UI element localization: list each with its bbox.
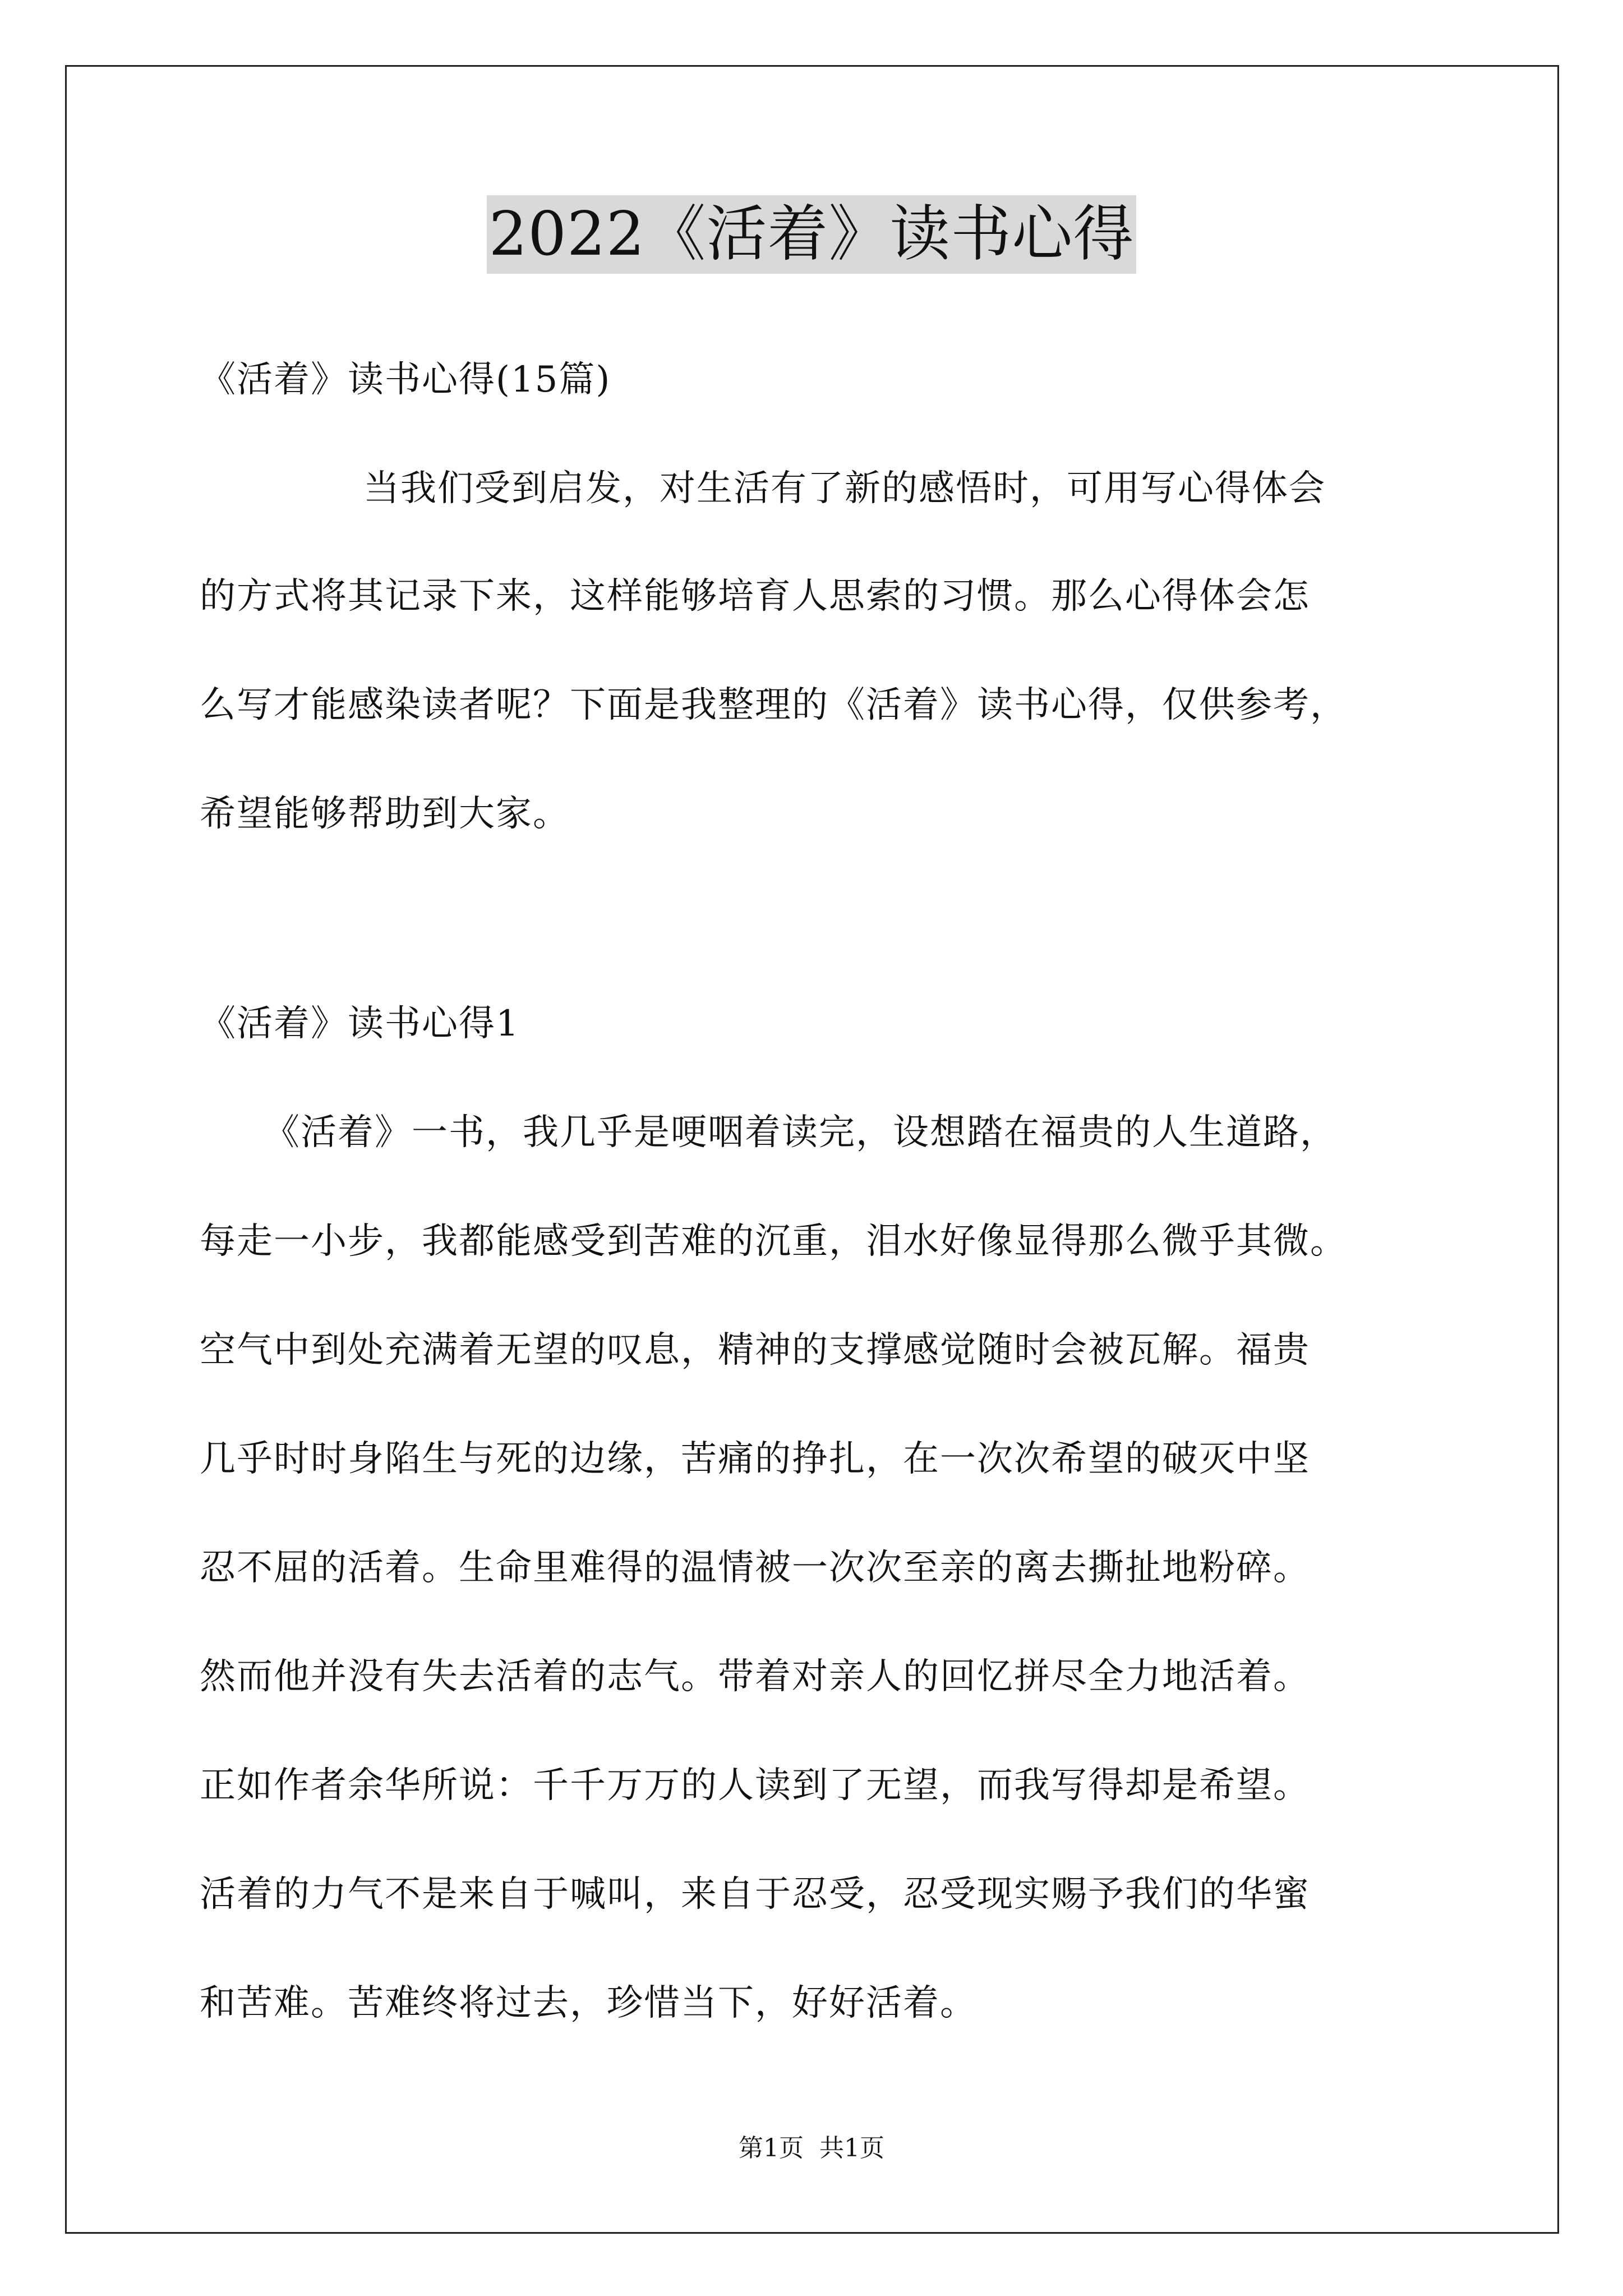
intro-line: 希望能够帮助到大家。 xyxy=(200,793,570,835)
document-title: 2022《活着》读书心得 xyxy=(487,195,1137,274)
section-heading: 《活着》读书心得1 xyxy=(200,1003,520,1045)
total-pages: 共1页 xyxy=(819,2134,884,2162)
body-line: 和苦难。苦难终将过去，珍惜当下，好好活着。 xyxy=(200,1982,977,2024)
title-container xyxy=(0,195,1623,274)
body-line: 正如作者余华所说：千千万万的人读到了无望，而我写得却是希望。 xyxy=(200,1765,1310,1806)
body-line: 《活着》一书，我几乎是哽咽着读完，设想踏在福贵的人生道路， xyxy=(264,1112,1337,1153)
body-line: 几乎时时身陷生与死的边缘，苦痛的挣扎，在一次次希望的破灭中坚 xyxy=(200,1438,1310,1480)
intro-line: 的方式将其记录下来，这样能够培育人思索的习惯。那么心得体会怎 xyxy=(200,576,1310,617)
body-line: 忍不屈的活着。生命里难得的温情被一次次至亲的离去撕扯地粉碎。 xyxy=(200,1547,1310,1589)
page-number: 第1页 xyxy=(739,2134,804,2162)
body-line: 活着的力气不是来自于喊叫，来自于忍受，忍受现实赐予我们的华蜜 xyxy=(200,1874,1310,1915)
body-line: 空气中到处充满着无望的叹息，精神的支撑感觉随时会被瓦解。福贵 xyxy=(200,1329,1310,1371)
body-line: 每走一小步，我都能感受到苦难的沉重，泪水好像显得那么微乎其微。 xyxy=(200,1221,1347,1262)
intro-line: 么写才能感染读者呢？下面是我整理的《活着》读书心得，仅供参考， xyxy=(200,684,1347,726)
document-subtitle: 《活着》读书心得(15篇) xyxy=(200,359,611,401)
body-line: 然而他并没有失去活着的志气。带着对亲人的回忆拼尽全力地活着。 xyxy=(200,1656,1310,1697)
intro-line: 当我们受到启发，对生活有了新的感悟时，可用写心得体会 xyxy=(363,468,1326,509)
page-footer xyxy=(0,2132,1623,2165)
